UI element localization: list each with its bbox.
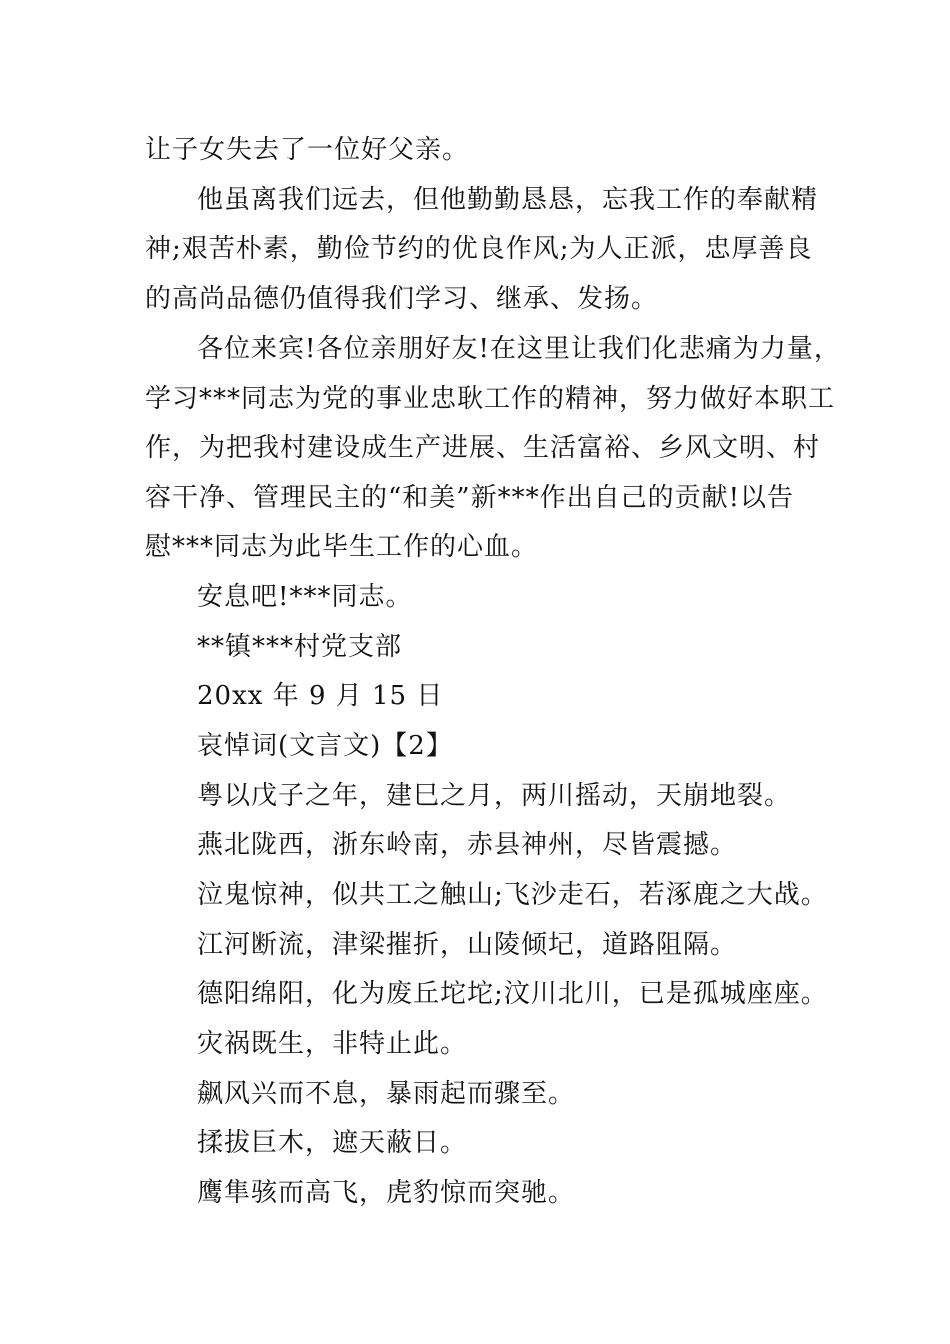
text-line: 神;艰苦朴素，勤俭节约的优良作风;为人正派，忠厚善良: [145, 234, 813, 264]
text-line: 让子女失去了一位好父亲。: [145, 135, 470, 165]
text-line: 容干净、管理民主的“和美”新***作出自己的贡献!以告: [145, 483, 795, 513]
text-line: 安息吧!***同志。: [197, 582, 413, 612]
text-line: 作，为把我村建设成生产进展、生活富裕、乡风文明、村: [145, 433, 821, 463]
text-line: 江河断流，津梁摧折，山陵倾圮，道路阻隔。: [197, 930, 738, 960]
text-line: 德阳绵阳，化为废丘坨坨;汶川北川，已是孤城座座。: [197, 979, 828, 1009]
text-line: 鹰隼骇而高飞，虎豹惊而突驰。: [197, 1178, 576, 1208]
text-line: 他虽离我们远去，但他勤勤恳恳，忘我工作的奉献精: [197, 185, 819, 215]
text-line: 的高尚品德仍值得我们学习、继承、发扬。: [145, 284, 659, 314]
text-line: 飙风兴而不息，暴雨起而骤至。: [197, 1079, 576, 1109]
text-line: 燕北陇西，浙东岭南，赤县神州，尽皆震撼。: [197, 830, 738, 860]
text-line: 灾祸既生，非特止此。: [197, 1029, 468, 1059]
text-line: 粤以戊子之年，建巳之月，两川摇动，天崩地裂。: [197, 781, 792, 811]
date-line: 20xx 年 9 月 15 日: [197, 681, 444, 711]
text-line: 泣鬼惊神，似共工之触山;飞沙走石，若涿鹿之大战。: [197, 880, 828, 910]
signature-line: **镇***村党支部: [197, 632, 403, 662]
text-line: 各位来宾!各位亲朋好友!在这里让我们化悲痛为力量，: [197, 334, 841, 364]
text-line: 慰***同志为此毕生工作的心血。: [145, 532, 539, 562]
text-line: 学习***同志为党的事业忠耿工作的精神，努力做好本职工: [145, 384, 836, 414]
section-heading: 哀悼词(文言文)【2】: [197, 731, 453, 761]
text-line: 揉拔巨木，遮天蔽日。: [197, 1128, 468, 1158]
